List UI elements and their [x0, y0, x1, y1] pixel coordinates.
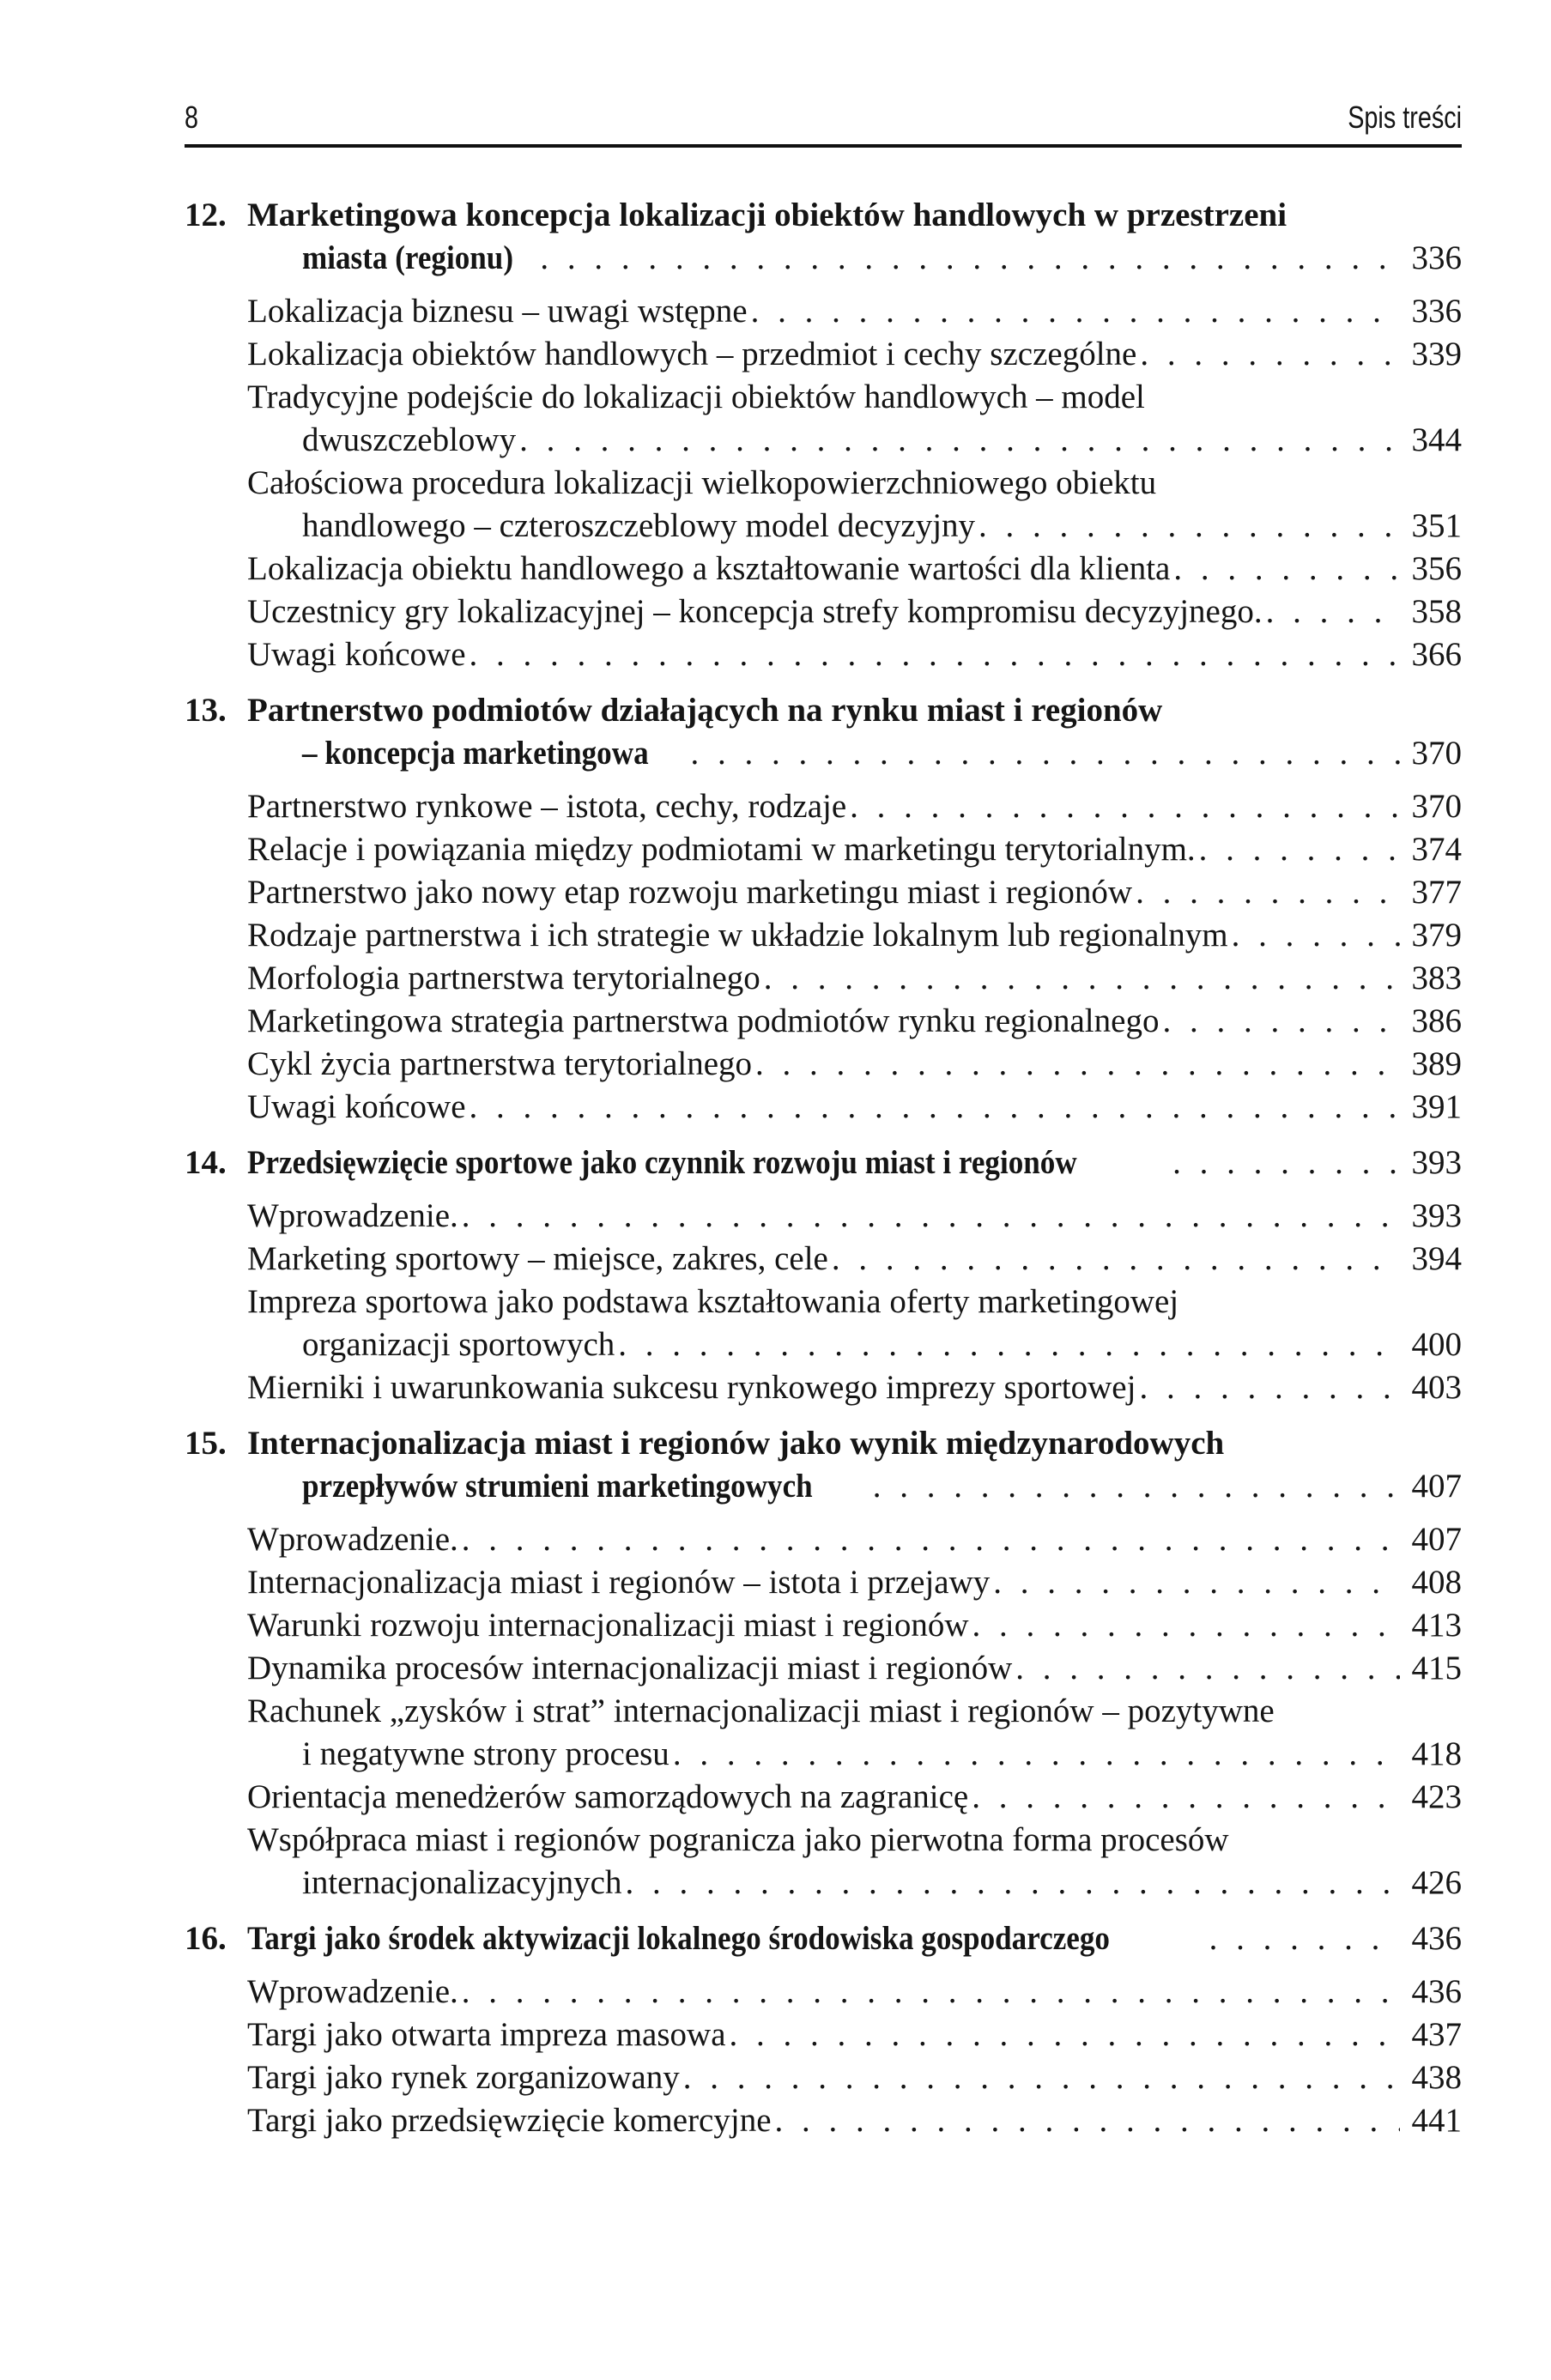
dot-leader [832, 1238, 1400, 1281]
section-list [185, 290, 1462, 676]
page-number: 8 [185, 100, 199, 135]
dot-leader [972, 1604, 1400, 1647]
page-ref: 413 [1411, 1607, 1462, 1644]
dot-leader [730, 2014, 1400, 2056]
entry-line-with-page [247, 2014, 1462, 2056]
dot-leader [540, 237, 1399, 280]
entry-line-with-page [247, 1518, 1462, 1561]
entry-line: Internacjonalizacja miast i regionów jako wynik międzynarodowych [247, 1425, 1225, 1462]
entry-line-with-page [247, 1862, 1462, 1905]
entry-text: Internacjonalizacja miast i regionów – istota i przejawy [247, 1564, 991, 1601]
page-ref: 336 [1411, 293, 1462, 330]
entry-text: Lokalizacja obiektów handlowych – przedmiot i cechy szczególne [247, 336, 1137, 372]
page-ref: 351 [1411, 507, 1462, 544]
page-ref: 437 [1411, 2016, 1462, 2053]
entry-text: Warunki rozwoju internacjonalizacji miast i regionów [247, 1607, 969, 1644]
entry-line-with-page [247, 1142, 1462, 1184]
entry-text: Partnerstwo jako nowy etap rozwoju marketingu miast i regionów [247, 874, 1133, 911]
page-ref: 423 [1411, 1778, 1462, 1815]
dot-leader [683, 2056, 1400, 2099]
entry-line-with-page [247, 333, 1462, 376]
page-ref: 370 [1411, 735, 1462, 772]
entry-text: Wprowadzenie. [247, 1521, 458, 1558]
entry-text: Targi jako rynek zorganizowany [247, 2059, 680, 2096]
toc-entry [247, 548, 1462, 590]
dot-leader [1266, 590, 1400, 633]
page-ref: 366 [1411, 636, 1462, 673]
dot-leader [519, 419, 1399, 462]
page-ref: 415 [1411, 1650, 1462, 1687]
entry-line-with-page [247, 2056, 1462, 2099]
toc-entry [247, 1043, 1462, 1086]
entry-text: Rodzaje partnerstwa i ich strategie w układzie lokalnym lub regionalnym [247, 917, 1228, 954]
page-ref: 418 [1411, 1735, 1462, 1772]
entry-line-with-page [247, 1043, 1462, 1086]
entry-line-with-page [247, 1195, 1462, 1238]
chapter [185, 1142, 1462, 1409]
entry-line-with-page [247, 1971, 1462, 2014]
entry-text: – koncepcja marketingowa [302, 735, 649, 772]
entry-text: Partnerstwo rynkowe – istota, cechy, rodzaje [247, 788, 847, 825]
dot-leader [690, 732, 1399, 775]
page-ref: 339 [1411, 336, 1462, 372]
toc-entry [247, 2056, 1462, 2099]
toc-entry [247, 633, 1462, 676]
chapter-number: 12. [185, 197, 227, 233]
entry-text: Lokalizacja obiektu handlowego a kształtowanie wartości dla klienta [247, 550, 1171, 587]
entry-text: Targi jako środek aktywizacji lokalnego środowiska gospodarczego [247, 1920, 1110, 1957]
entry-text: Morfologia partnerstwa terytorialnego [247, 960, 760, 996]
page-ref: 377 [1411, 874, 1462, 911]
chapter [185, 1917, 1462, 2142]
page-ref: 356 [1411, 550, 1462, 587]
entry-text: Marketingowa strategia partnerstwa podmiotów rynku regionalnego [247, 1002, 1160, 1039]
section-list [185, 1518, 1462, 1905]
page-ref: 370 [1411, 788, 1462, 825]
entry-text: Mierniki i uwarunkowania sukcesu rynkowego imprezy sportowej [247, 1369, 1136, 1406]
page-ref: 374 [1411, 831, 1462, 868]
entry-line-with-page [247, 1086, 1462, 1129]
entry-line: Partnerstwo podmiotów działających na rynku miast i regionów [247, 692, 1163, 729]
entry-line-with-page [247, 871, 1462, 914]
entry-text: internacjonalizacyjnych [302, 1864, 622, 1901]
entry-text: Relacje i powiązania między podmiotami w marketingu terytorialnym. [247, 831, 1196, 868]
page-ref: 426 [1411, 1864, 1462, 1901]
page-ref: 344 [1411, 421, 1462, 458]
entry-line: Impreza sportowa jako podstawa kształtowania oferty marketingowej [247, 1283, 1179, 1320]
page-ref: 358 [1411, 593, 1462, 630]
entry-text: Uczestnicy gry lokalizacyjnej – koncepcja strefy kompromisu decyzyjnego. [247, 593, 1263, 630]
chapter-heading [185, 689, 1462, 775]
toc-entry [247, 871, 1462, 914]
page-ref: 407 [1411, 1521, 1462, 1558]
toc-entry [247, 1366, 1462, 1409]
running-header [185, 93, 1462, 148]
toc-entry [247, 1195, 1462, 1238]
page-ref: 336 [1411, 239, 1462, 276]
toc-entry [247, 1971, 1462, 2014]
toc-entry [247, 914, 1462, 957]
dot-leader [462, 1971, 1400, 2014]
page-ref: 389 [1411, 1045, 1462, 1082]
dot-leader [1015, 1647, 1399, 1690]
dot-leader [1136, 871, 1399, 914]
entry-line-with-page [247, 1238, 1462, 1281]
entry-text: handlowego – czteroszczeblowy model decyzyjny [302, 507, 976, 544]
chapter-number: 16. [185, 1920, 227, 1957]
page-ref: 441 [1411, 2102, 1462, 2139]
dot-leader [1172, 1142, 1399, 1184]
entry-line-with-page [247, 732, 1462, 775]
entry-line: Całościowa procedura lokalizacji wielkopowierzchniowego obiektu [247, 464, 1157, 501]
entry-line-with-page [247, 1000, 1462, 1043]
page-ref: 383 [1411, 960, 1462, 996]
dot-leader [1140, 333, 1399, 376]
entry-line-with-page [247, 590, 1462, 633]
dot-leader [1199, 828, 1400, 871]
toc-entry [247, 290, 1462, 333]
dot-leader [1162, 1000, 1399, 1043]
entry-text: Wprowadzenie. [247, 1973, 458, 2010]
toc-entry [247, 1561, 1462, 1604]
dot-leader [673, 1733, 1400, 1776]
dot-leader [775, 2099, 1400, 2142]
dot-leader [978, 505, 1399, 548]
entry-line-with-page [247, 2099, 1462, 2142]
chapter [185, 689, 1462, 1129]
dot-leader [993, 1561, 1399, 1604]
entry-text: Uwagi końcowe [247, 1088, 466, 1125]
toc-entry [247, 2099, 1462, 2142]
toc-entry [247, 1819, 1462, 1905]
running-title: Spis treści [1348, 100, 1462, 135]
entry-line-with-page [247, 914, 1462, 957]
entry-text: Wprowadzenie. [247, 1197, 458, 1234]
entry-text: Przedsięwzięcie sportowe jako czynnik rozwoju miast i regionów [247, 1144, 1077, 1181]
entry-line-with-page [247, 1733, 1462, 1776]
entry-line: Współpraca miast i regionów pogranicza jako pierwotna forma procesów [247, 1821, 1229, 1858]
dot-leader [1139, 1366, 1399, 1409]
entry-text: Targi jako przedsięwzięcie komercyjne [247, 2102, 772, 2139]
page-ref: 408 [1411, 1564, 1462, 1601]
section-list [185, 785, 1462, 1129]
page-ref: 394 [1411, 1240, 1462, 1277]
dot-leader [1209, 1917, 1400, 1960]
entry-text: dwuszczeblowy [302, 421, 517, 458]
dot-leader [462, 1195, 1400, 1238]
entry-line-with-page [247, 1647, 1462, 1690]
section-list [185, 1195, 1462, 1409]
page-ref: 393 [1411, 1144, 1462, 1181]
entry-text: Dynamika procesów internacjonalizacji miast i regionów [247, 1650, 1013, 1687]
entry-line-with-page [247, 828, 1462, 871]
entry-text: Orientacja menedżerów samorządowych na zagranicę [247, 1778, 969, 1815]
page-ref: 400 [1411, 1326, 1462, 1363]
toc-entry [247, 828, 1462, 871]
entry-line-with-page [247, 419, 1462, 462]
entry-text: Cykl życia partnerstwa terytorialnego [247, 1045, 753, 1082]
page-ref: 379 [1411, 917, 1462, 954]
dot-leader [1232, 914, 1400, 957]
dot-leader [1173, 548, 1399, 590]
entry-text: miasta (regionu) [302, 239, 514, 276]
entry-line-with-page [247, 505, 1462, 548]
dot-leader [470, 1086, 1400, 1129]
page-ref: 438 [1411, 2059, 1462, 2096]
page-ref: 386 [1411, 1002, 1462, 1039]
entry-line-with-page [247, 1323, 1462, 1366]
dot-leader [751, 290, 1400, 333]
entry-line: Rachunek „zysków i strat” internacjonalizacji miast i regionów – pozytywne [247, 1693, 1275, 1729]
entry-text: Lokalizacja biznesu – uwagi wstępne [247, 293, 748, 330]
dot-leader [618, 1323, 1399, 1366]
entry-line-with-page [247, 785, 1462, 828]
chapter-heading [185, 1422, 1462, 1508]
entry-text: Marketing sportowy – miejsce, zakres, cele [247, 1240, 828, 1277]
dot-leader [755, 1043, 1399, 1086]
toc-entry [247, 1518, 1462, 1561]
chapter-heading [185, 1142, 1462, 1184]
entry-text: Targi jako otwarta impreza masowa [247, 2016, 726, 2053]
toc-entry [247, 1238, 1462, 1281]
chapter [185, 194, 1462, 676]
entry-line: Marketingowa koncepcja lokalizacji obiektów handlowych w przestrzeni [247, 197, 1287, 233]
toc-entry [247, 1776, 1462, 1819]
entry-line-with-page [247, 1917, 1462, 1960]
toc-entry [247, 1000, 1462, 1043]
entry-line-with-page [247, 1561, 1462, 1604]
toc-entry [247, 785, 1462, 828]
chapter-number: 14. [185, 1144, 227, 1181]
toc-entry [247, 590, 1462, 633]
entry-line: Tradycyjne podejście do lokalizacji obiektów handlowych – model [247, 378, 1145, 415]
dot-leader [470, 633, 1400, 676]
chapter-heading [185, 1917, 1462, 1960]
toc-entry [247, 1604, 1462, 1647]
dot-leader [873, 1465, 1400, 1508]
toc-entry [247, 1690, 1462, 1776]
page-ref: 436 [1411, 1973, 1462, 2010]
toc-entry [247, 376, 1462, 462]
chapter [185, 1422, 1462, 1905]
dot-leader [625, 1862, 1399, 1905]
entry-text: i negatywne strony procesu [302, 1735, 669, 1772]
entry-line-with-page [247, 237, 1462, 280]
entry-line-with-page [247, 957, 1462, 1000]
page-ref: 407 [1411, 1468, 1462, 1505]
toc-entry [247, 1281, 1462, 1366]
dot-leader [764, 957, 1400, 1000]
dot-leader [850, 785, 1399, 828]
page-ref: 403 [1411, 1369, 1462, 1406]
toc-entry [247, 1086, 1462, 1129]
page-ref: 436 [1411, 1920, 1462, 1957]
dot-leader [972, 1776, 1399, 1819]
entry-line-with-page [247, 290, 1462, 333]
section-list [185, 1971, 1462, 2142]
entry-text: Uwagi końcowe [247, 636, 466, 673]
entry-line-with-page [247, 1465, 1462, 1508]
entry-text: organizacji sportowych [302, 1326, 615, 1363]
toc-entry [247, 333, 1462, 376]
chapter-heading [185, 194, 1462, 280]
toc-entry [247, 1647, 1462, 1690]
entry-line-with-page [247, 548, 1462, 590]
entry-text: przepływów strumieni marketingowych [302, 1468, 813, 1505]
toc-entry [247, 957, 1462, 1000]
table-of-contents [185, 194, 1462, 2142]
chapter-number: 13. [185, 692, 227, 729]
toc-entry [247, 462, 1462, 548]
dot-leader [462, 1518, 1400, 1561]
page-ref: 393 [1411, 1197, 1462, 1234]
entry-line-with-page [247, 633, 1462, 676]
entry-line-with-page [247, 1776, 1462, 1819]
entry-line-with-page [247, 1604, 1462, 1647]
toc-entry [247, 2014, 1462, 2056]
chapter-number: 15. [185, 1425, 227, 1462]
page-ref: 391 [1411, 1088, 1462, 1125]
entry-line-with-page [247, 1366, 1462, 1409]
